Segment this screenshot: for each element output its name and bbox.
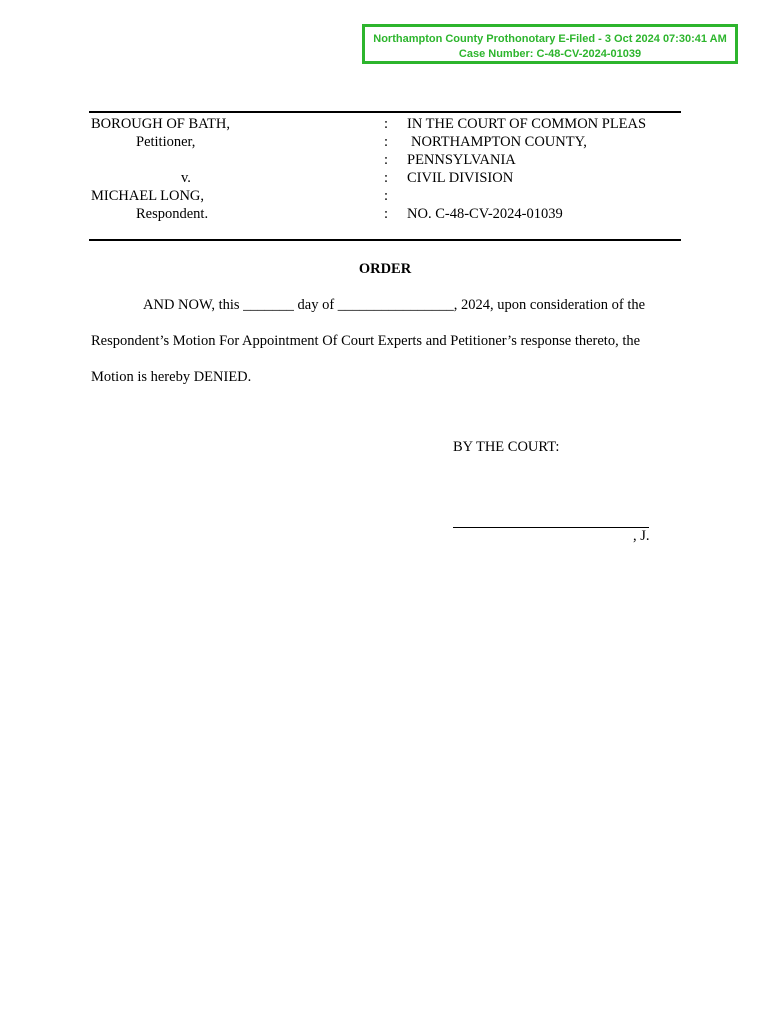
court-name-line3: PENNSYLVANIA: [407, 152, 516, 168]
order-body-line2: Respondent’s Motion For Appointment Of Court Experts and Petitioner’s response thereto, the: [91, 333, 641, 349]
caption-colon: :: [384, 116, 389, 132]
court-name-line1: IN THE COURT OF COMMON PLEAS: [407, 116, 647, 132]
caption-court: [407, 115, 646, 223]
case-number: NO. C-48-CV-2024-01039: [407, 206, 563, 222]
caption-colon: :: [384, 206, 389, 222]
petitioner-role: Petitioner,: [136, 134, 196, 150]
order-body-line3: Motion is hereby DENIED.: [91, 369, 252, 385]
court-division: CIVIL DIVISION: [407, 170, 514, 186]
versus-label: v.: [181, 170, 191, 186]
judge-suffix: , J.: [633, 528, 650, 544]
caption-colon: :: [384, 188, 389, 204]
by-the-court-label: BY THE COURT:: [453, 439, 560, 455]
court-name-line2: NORTHAMPTON COUNTY,: [411, 134, 587, 150]
efiling-stamp-line1: Northampton County Prothonotary E-Filed - 3 Oct 2024 07:30:41 AM: [373, 33, 727, 45]
respondent-name: MICHAEL LONG,: [91, 188, 205, 204]
caption-colon: :: [384, 152, 389, 168]
petitioner-name: BOROUGH OF BATH,: [91, 116, 230, 132]
respondent-role: Respondent.: [136, 206, 209, 222]
caption-colon: :: [384, 134, 389, 150]
order-title: ORDER: [358, 261, 412, 277]
caption-colon-column: [384, 115, 388, 223]
caption-bottom-rule: [89, 239, 681, 241]
caption-top-rule: [89, 111, 681, 113]
signature-line: [453, 527, 649, 528]
efiling-stamp: [362, 24, 738, 64]
order-body-line1: AND NOW, this _______ day of ________________, 2024, upon consideration of the: [143, 297, 646, 313]
caption-colon: :: [384, 170, 389, 186]
caption-parties: [91, 115, 230, 223]
efiling-stamp-case-number: Case Number: C-48-CV-2024-01039: [458, 48, 642, 60]
